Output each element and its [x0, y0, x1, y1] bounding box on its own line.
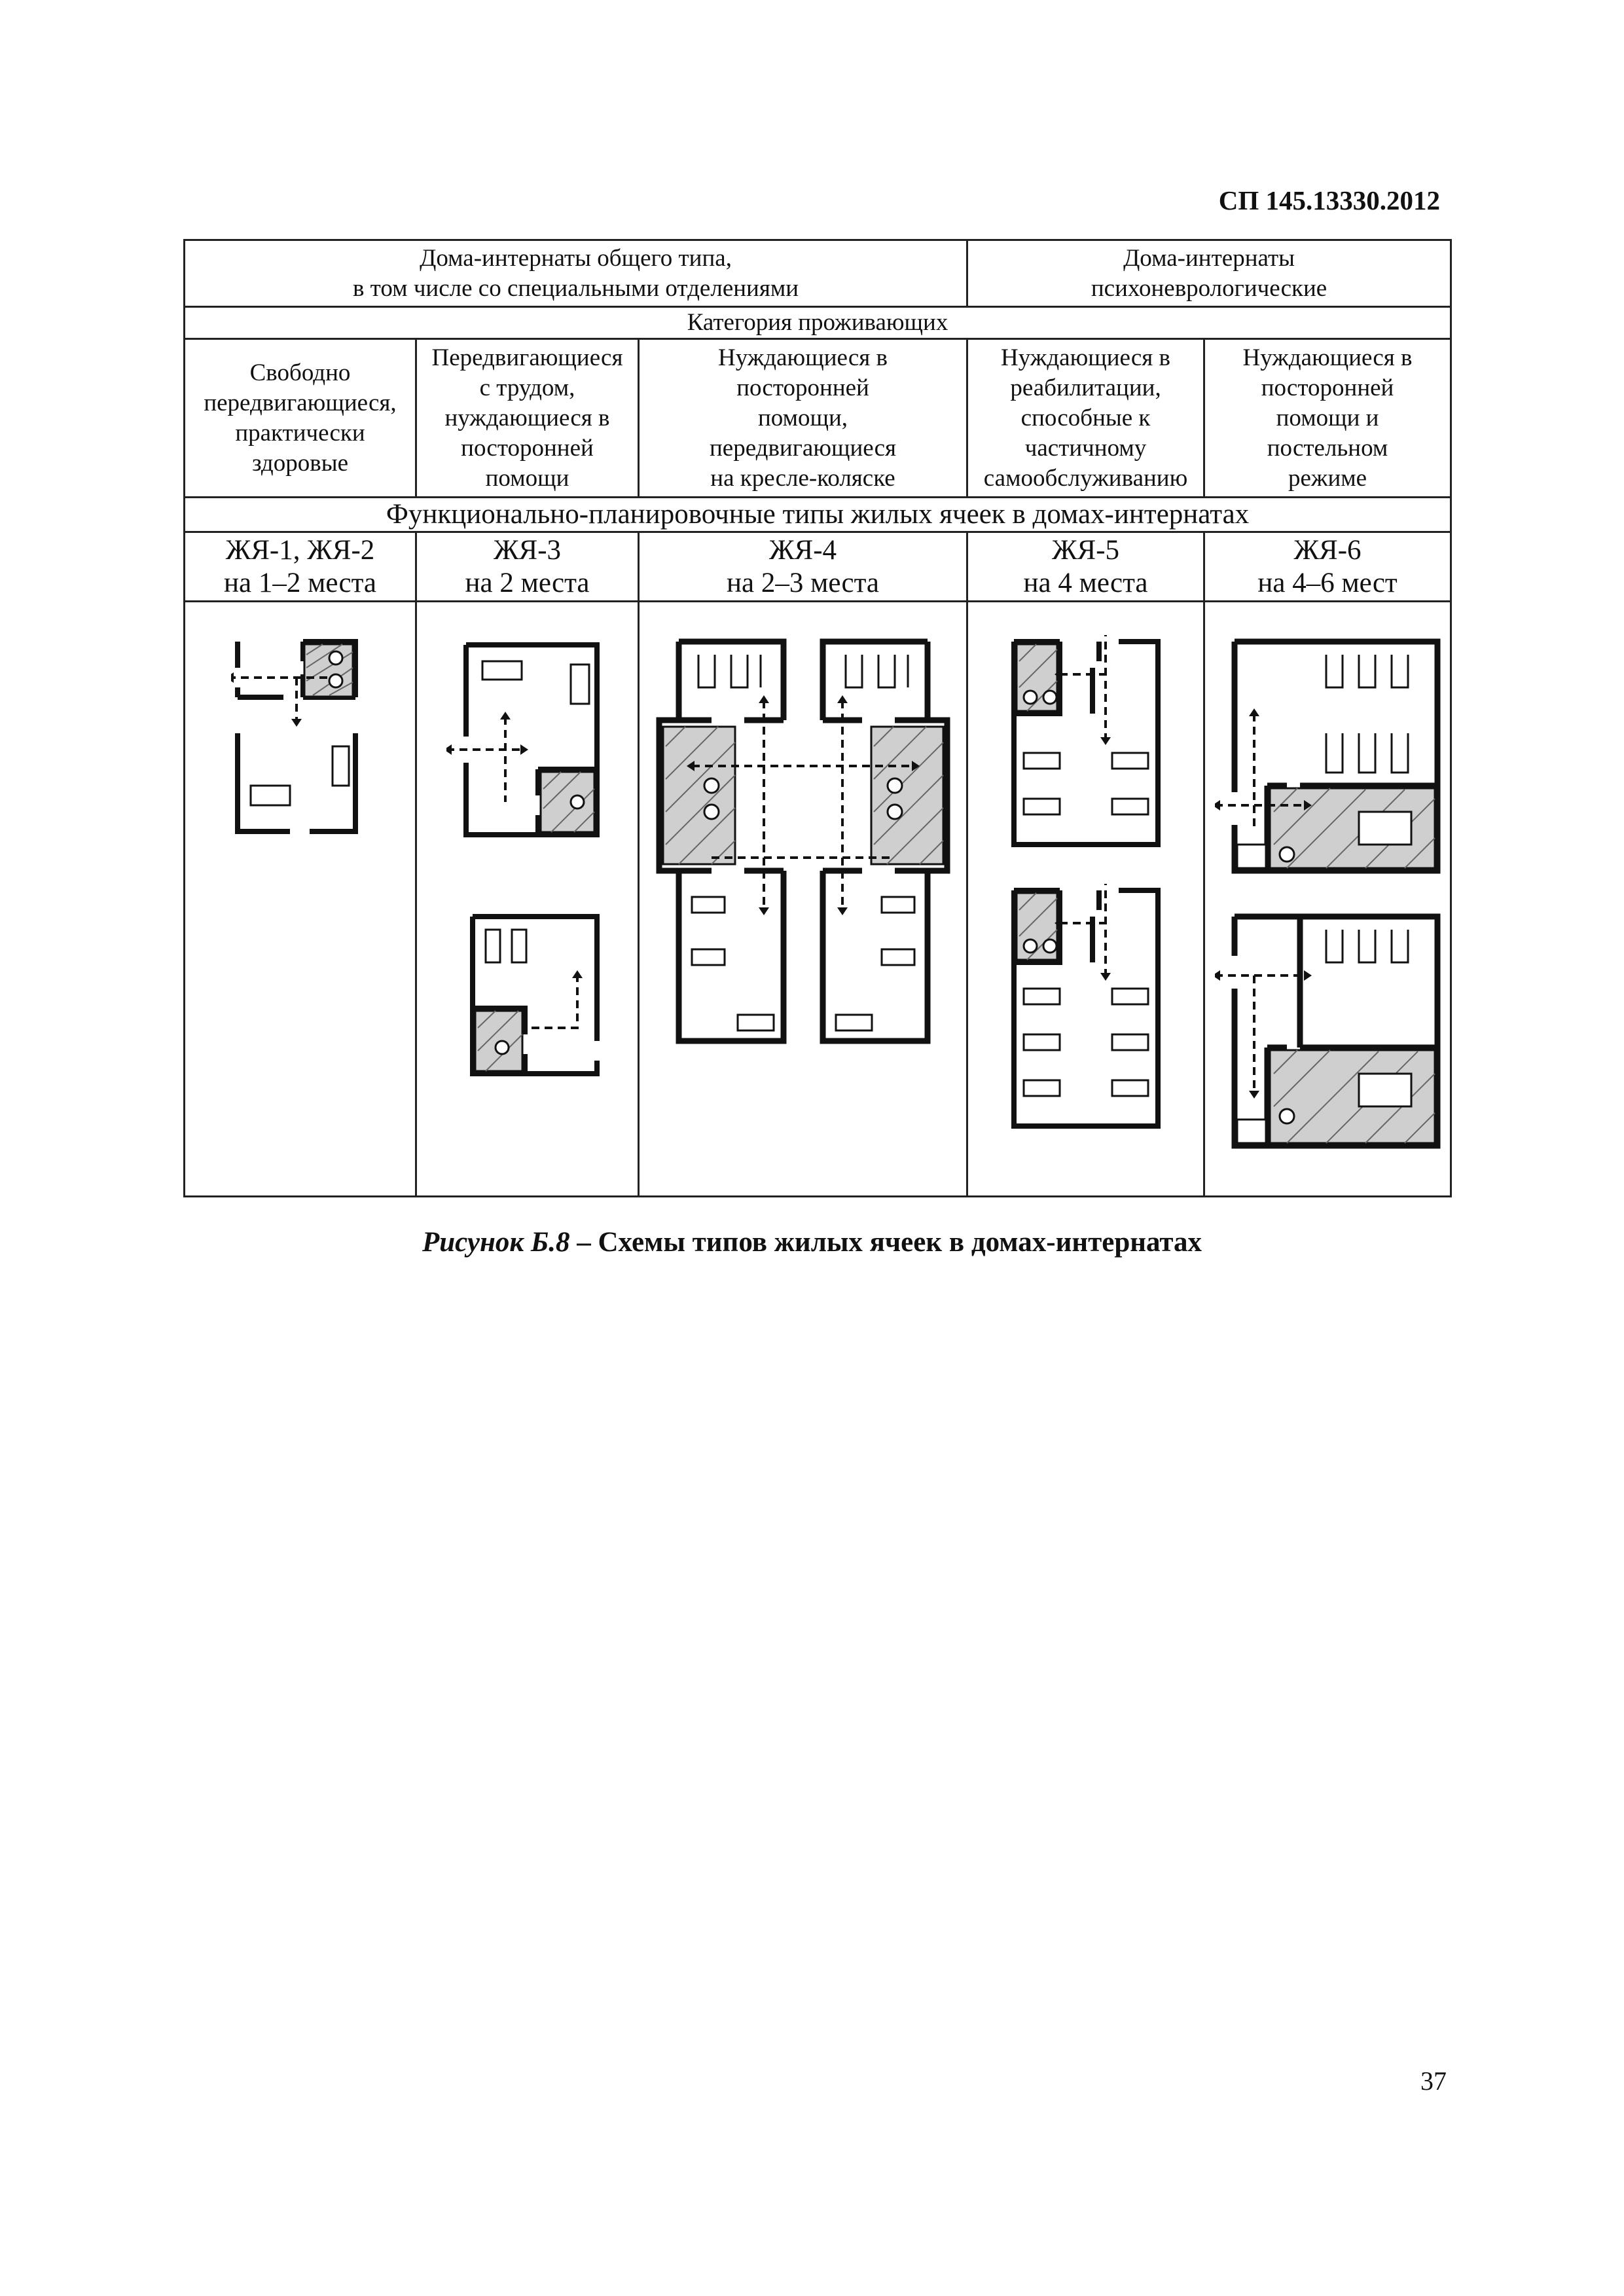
- plan-cell-zhya-4: [639, 602, 967, 1197]
- document-code: СП 145.13330.2012: [1218, 185, 1440, 215]
- floor-plan-zhya-6-a: [1215, 635, 1444, 877]
- type-label: ЖЯ-5 на 4 места: [967, 532, 1204, 602]
- floor-plan-zhya-5-b: [1007, 884, 1171, 1133]
- types-title: Функционально-планировочные типы жилых ячеек в домах-интернатах: [185, 498, 1451, 532]
- group-general-header: Дома-интернаты общего типа, в том числе со специальными отделениями: [185, 240, 967, 307]
- plan-cell-zhya-5: [967, 602, 1204, 1197]
- plan-cell-zhya-6: [1204, 602, 1451, 1197]
- group-psycho-header: Дома-интернаты психоневрологические: [967, 240, 1451, 307]
- figure-caption: [0, 1226, 1624, 1258]
- type-label: ЖЯ-1, ЖЯ-2 на 1–2 места: [185, 532, 416, 602]
- plan-cell-zhya-3: [416, 602, 639, 1197]
- floor-plan-zhya-6-b: [1215, 910, 1444, 1159]
- floor-plan-zhya-3-a: [446, 638, 617, 841]
- category-cell: Нуждающиеся в посторонней помощи, передвигающиеся на кресле-коляске: [639, 339, 967, 498]
- type-label: ЖЯ-6 на 4–6 мест: [1204, 532, 1451, 602]
- category-cell: Передвигающиеся с трудом, нуждающиеся в посторонней помощи: [416, 339, 639, 498]
- type-label: ЖЯ-4 на 2–3 места: [639, 532, 967, 602]
- plan-cell-zhya-1-2: [185, 602, 416, 1197]
- type-label: ЖЯ-3 на 2 места: [416, 532, 639, 602]
- category-cell: Свободно передвигающиеся, практически здоровые: [185, 339, 416, 498]
- page-number: 37: [1420, 2066, 1447, 2096]
- caption-text: – Схемы типов жилых ячеек в домах-интернатах: [569, 1227, 1202, 1258]
- floor-plan-zhya-3-b: [466, 910, 604, 1080]
- figure-table: [183, 239, 1452, 1197]
- floor-plan-zhya-1-2: [231, 635, 375, 838]
- floor-plan-zhya-5-a: [1007, 635, 1171, 851]
- caption-prefix: Рисунок Б.8: [422, 1227, 570, 1258]
- category-title: Категория проживающих: [185, 307, 1451, 339]
- category-cell: Нуждающиеся в реабилитации, способные к частичному самообслуживанию: [967, 339, 1204, 498]
- category-cell: Нуждающиеся в посторонней помощи и постельном режиме: [1204, 339, 1451, 498]
- floor-plan-zhya-4: [653, 635, 954, 1061]
